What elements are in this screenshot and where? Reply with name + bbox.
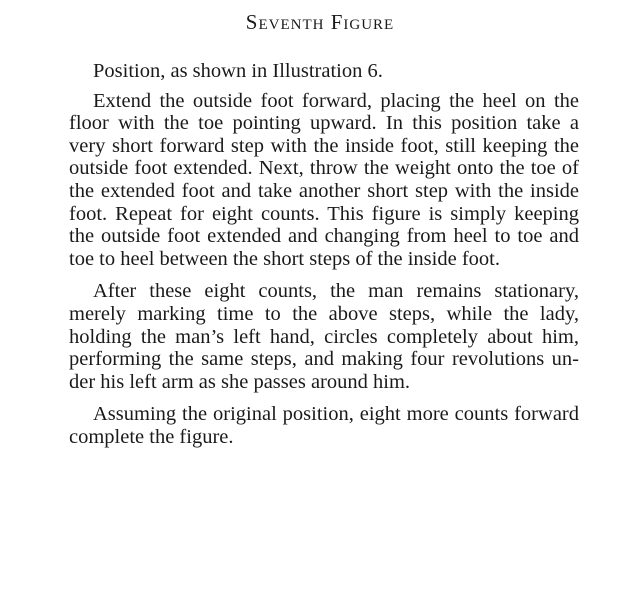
section-heading: Seventh Figure — [245, 10, 395, 34]
paragraph-lady-circles: After these eight counts, the man remains stationary, merely marking time to the above steps, while the lady, holding the man’s left hand, circles completely about him, performing the same steps, and making four revolutions under his left arm as she passes around him. — [69, 280, 579, 393]
paragraph-conclusion: Assuming the original position, eight more counts forward complete the figure. — [69, 403, 579, 448]
paragraph-steps: Extend the outside foot forward, placing the heel on the floor with the toe pointing upward. In this position take a very short forward step with the inside foot, still keeping the outside foot extended. Next, throw the weight onto the toe of the extended foot and take another short step with the inside foot. Repeat for eight counts. This figure is simply keeping the outside foot extended and changing from heel to toe and toe to heel between the short steps of the inside foot. — [69, 89, 579, 270]
body-text — [69, 60, 579, 449]
paragraph-position: Position, as shown in Illustration 6. — [93, 60, 383, 82]
